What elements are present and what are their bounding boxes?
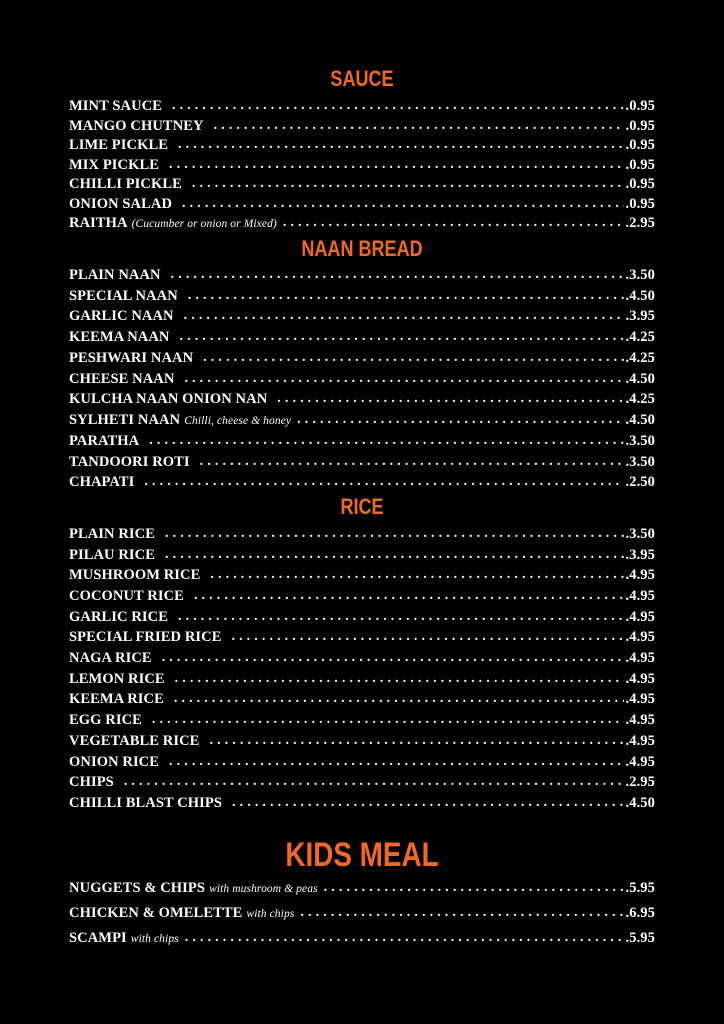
menu-item xyxy=(69,433,655,453)
menu-item xyxy=(69,474,655,494)
menu-item xyxy=(69,391,655,411)
item-name: LIME PICKLE xyxy=(69,137,168,153)
item-price: .3.95 xyxy=(625,308,655,324)
item-price: .0.95 xyxy=(625,157,655,173)
item-name: PLAIN RICE xyxy=(69,526,155,542)
dot-leader xyxy=(174,690,624,707)
item-price: .4.95 xyxy=(625,588,655,604)
menu-item xyxy=(69,98,655,118)
menu-item xyxy=(69,671,655,691)
menu-item xyxy=(69,774,655,794)
dot-leader xyxy=(149,432,623,449)
dot-leader xyxy=(277,390,623,407)
menu-item xyxy=(69,176,655,196)
dot-leader xyxy=(162,649,624,666)
menu-item xyxy=(69,880,655,900)
item-name: TANDOORI ROTI xyxy=(69,454,190,470)
menu-item xyxy=(69,609,655,629)
dot-leader xyxy=(184,307,624,324)
item-name: CHILLI BLAST CHIPS xyxy=(69,795,223,811)
item-price: .3.50 xyxy=(625,433,655,449)
item-name: CHICKEN & OMELETTE xyxy=(69,905,243,921)
item-name: ONION SALAD xyxy=(69,196,173,212)
item-name: SPECIAL FRIED RICE xyxy=(69,629,222,645)
section-title-sauce: SAUCE xyxy=(330,66,394,91)
item-price: .4.25 xyxy=(625,329,655,345)
menu-item xyxy=(69,267,655,287)
dot-leader xyxy=(194,587,624,604)
item-price: .4.25 xyxy=(625,350,655,366)
menu-item xyxy=(69,196,655,216)
dot-leader xyxy=(283,214,624,231)
item-price: .6.95 xyxy=(625,905,655,921)
dot-leader xyxy=(203,349,623,366)
item-price: .3.50 xyxy=(625,267,655,283)
dot-leader xyxy=(192,175,624,192)
dot-leader xyxy=(171,266,624,283)
dot-leader xyxy=(210,566,623,583)
menu-item xyxy=(69,215,655,235)
item-name: CHAPATI xyxy=(69,474,135,490)
dot-leader xyxy=(169,156,623,173)
menu-item xyxy=(69,454,655,474)
dot-leader xyxy=(172,97,624,114)
item-price: .4.95 xyxy=(625,650,655,666)
item-price: .2.95 xyxy=(625,774,655,790)
item-price: .0.95 xyxy=(625,176,655,192)
item-name: MUSHROOM RICE xyxy=(69,567,201,583)
dot-leader xyxy=(124,773,624,790)
dot-leader xyxy=(209,732,623,749)
item-price: .0.95 xyxy=(625,137,655,153)
item-note: with chips xyxy=(130,933,179,945)
item-price: .4.95 xyxy=(625,733,655,749)
dot-leader xyxy=(185,929,624,946)
dot-leader xyxy=(182,195,623,212)
menu-item xyxy=(69,691,655,711)
item-note: Chilli, cheese & honey xyxy=(184,415,292,427)
dot-leader xyxy=(165,525,624,542)
dot-leader xyxy=(180,328,624,345)
item-name: RAITHA xyxy=(69,215,128,231)
item-name: SCAMPI xyxy=(69,930,127,946)
item-name: PLAIN NAAN xyxy=(69,267,161,283)
dot-leader xyxy=(297,411,623,428)
item-name: LEMON RICE xyxy=(69,671,165,687)
item-name: NUGGETS & CHIPS xyxy=(69,880,206,896)
menu-item xyxy=(69,329,655,349)
item-price: .2.95 xyxy=(625,215,655,231)
item-price: .4.95 xyxy=(625,712,655,728)
menu-item xyxy=(69,930,655,950)
item-name: SPECIAL NAAN xyxy=(69,288,178,304)
dot-leader xyxy=(232,794,623,811)
item-name: MINT SAUCE xyxy=(69,98,162,114)
item-price: .4.25 xyxy=(625,391,655,407)
section-title-kids-meal: KIDS MEAL xyxy=(285,836,439,874)
menu-item xyxy=(69,588,655,608)
menu-item xyxy=(69,754,655,774)
item-price: .0.95 xyxy=(625,98,655,114)
item-name: NAGA RICE xyxy=(69,650,152,666)
dot-leader xyxy=(200,453,624,470)
item-price: .4.50 xyxy=(625,795,655,811)
item-price: .3.50 xyxy=(625,454,655,470)
item-price: .4.95 xyxy=(625,567,655,583)
item-name: MANGO CHUTNEY xyxy=(69,118,204,134)
dot-leader xyxy=(175,670,624,687)
dot-leader xyxy=(231,628,623,645)
dot-leader xyxy=(214,117,624,134)
item-price: .4.95 xyxy=(625,671,655,687)
item-name: CHEESE NAAN xyxy=(69,371,175,387)
item-note: (Cucumber or onion or Mixed) xyxy=(131,218,277,230)
menu-item xyxy=(69,371,655,391)
item-price: .4.95 xyxy=(625,609,655,625)
menu-item xyxy=(69,905,655,925)
item-price: .4.95 xyxy=(625,754,655,770)
item-name: SYLHETI NAAN xyxy=(69,412,181,428)
dot-leader xyxy=(184,370,623,387)
item-price: .4.50 xyxy=(625,288,655,304)
section-title-naan-bread: NAAN BREAD xyxy=(301,236,423,261)
item-price: .0.95 xyxy=(625,196,655,212)
item-price: .4.95 xyxy=(625,691,655,707)
item-name: KULCHA NAAN ONION NAN xyxy=(69,391,268,407)
item-note: with mushroom & peas xyxy=(209,883,318,895)
menu-item xyxy=(69,137,655,157)
item-name: COCONUT RICE xyxy=(69,588,184,604)
menu-item xyxy=(69,650,655,670)
item-name: KEEMA RICE xyxy=(69,691,164,707)
dot-leader xyxy=(188,287,624,304)
dot-leader xyxy=(169,753,623,770)
dot-leader xyxy=(165,546,624,563)
menu-item xyxy=(69,733,655,753)
item-price: .3.50 xyxy=(625,526,655,542)
item-price: .5.95 xyxy=(625,930,655,946)
dot-leader xyxy=(324,879,624,896)
item-name: MIX PICKLE xyxy=(69,157,160,173)
dot-leader xyxy=(300,904,623,921)
item-price: .0.95 xyxy=(625,118,655,134)
item-price: .4.50 xyxy=(625,412,655,428)
item-name: CHILLI PICKLE xyxy=(69,176,182,192)
dot-leader xyxy=(144,473,623,490)
item-price: .4.50 xyxy=(625,371,655,387)
item-name: PILAU RICE xyxy=(69,547,155,563)
item-name: EGG RICE xyxy=(69,712,142,728)
menu-item xyxy=(69,288,655,308)
item-name: GARLIC NAAN xyxy=(69,308,174,324)
item-name: CHIPS xyxy=(69,774,114,790)
menu-item xyxy=(69,118,655,138)
item-price: .5.95 xyxy=(625,880,655,896)
item-name: KEEMA NAAN xyxy=(69,329,170,345)
menu-item xyxy=(69,712,655,732)
dot-leader xyxy=(178,136,624,153)
dot-leader xyxy=(178,608,624,625)
menu-item xyxy=(69,350,655,370)
item-price: .2.50 xyxy=(625,474,655,490)
item-price: .4.95 xyxy=(625,629,655,645)
item-note: with chips xyxy=(246,908,295,920)
menu-item xyxy=(69,629,655,649)
menu-item xyxy=(69,547,655,567)
menu-item xyxy=(69,795,655,815)
dot-leader xyxy=(152,711,624,728)
item-name: ONION RICE xyxy=(69,754,160,770)
section-title-rice: RICE xyxy=(340,494,384,519)
menu-item xyxy=(69,308,655,328)
item-name: PARATHA xyxy=(69,433,140,449)
menu-item xyxy=(69,412,655,432)
item-price: .3.95 xyxy=(625,547,655,563)
menu-item xyxy=(69,157,655,177)
item-name: VEGETABLE RICE xyxy=(69,733,200,749)
menu-item xyxy=(69,567,655,587)
item-name: PESHWARI NAAN xyxy=(69,350,194,366)
menu-item xyxy=(69,526,655,546)
item-name: GARLIC RICE xyxy=(69,609,168,625)
